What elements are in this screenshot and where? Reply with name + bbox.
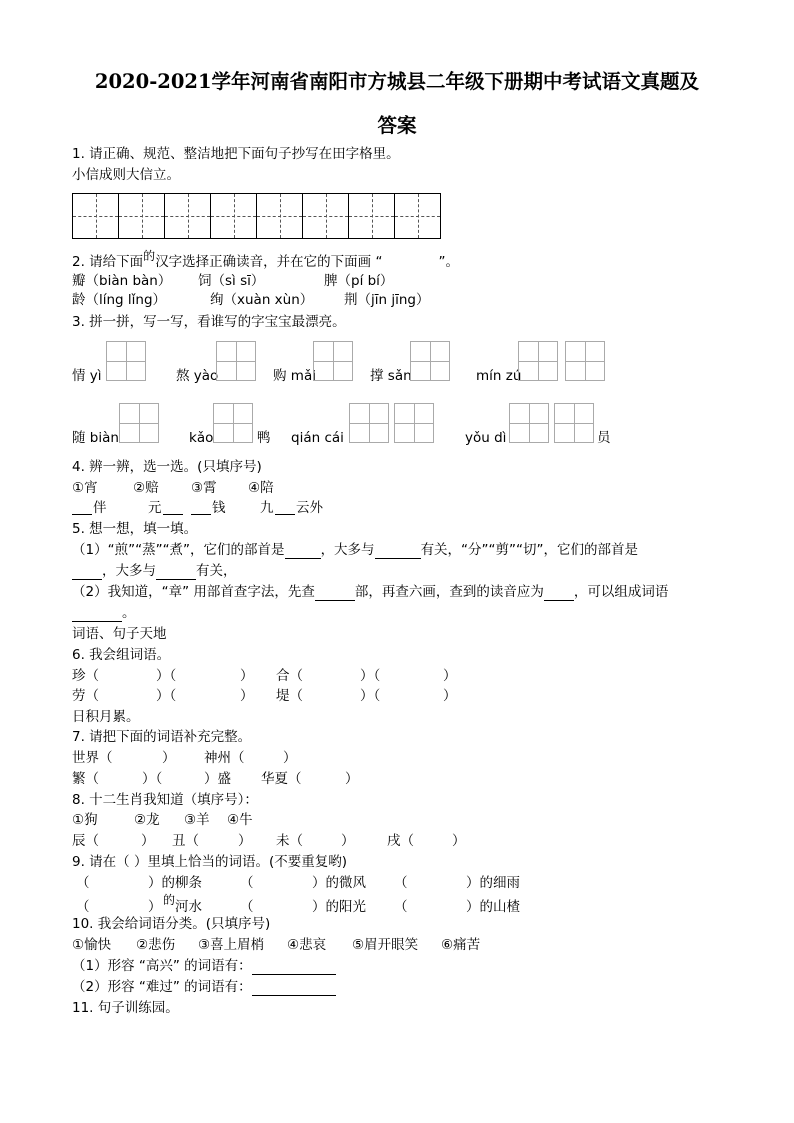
word-group: ） (240, 688, 254, 704)
word-group: ）（ (360, 688, 381, 704)
question-1-prompt: 1. 请正确、规范、整洁地把下面句子抄写在田字格里。 (72, 146, 400, 162)
word-group: 劳（ (72, 688, 99, 704)
q5-text: （1）“煎”“蒸”“煮”，它们的部首是 (72, 542, 285, 558)
section-heading: 日积月累。 (72, 709, 140, 725)
tianzige-cell[interactable] (394, 193, 441, 239)
question-2-prompt (72, 249, 459, 270)
option: ③霄 (191, 480, 217, 496)
pinyin-prompt: 撑 sǎn (370, 368, 412, 384)
idiom-fill: 世界（ (72, 750, 113, 766)
tianzige-grid[interactable] (72, 193, 440, 239)
q10-text: （2）形容 “难过” 的词语有： (72, 979, 252, 995)
pinyin-choice[interactable]: 荆（jīn jīng） (344, 292, 430, 308)
idiom-fill: ）盛 (204, 771, 231, 787)
pinyin-choice[interactable]: 脾（pí bí） (324, 273, 394, 289)
idiom-fill: ） (283, 750, 297, 766)
pinyin-prompt: mín zú (476, 368, 522, 384)
phrase-fill: （ (240, 899, 254, 915)
zodiac-fill: ） (341, 833, 355, 849)
phrase-fill: ）的微风 (312, 875, 366, 891)
word-group: ）（ (156, 688, 177, 704)
option: ⑤眉开眼笑 (352, 937, 419, 953)
idiom-fill: ） (162, 750, 176, 766)
option: ②赔 (133, 480, 159, 496)
question-3-prompt: 3. 拼一拼，写一写，看谁写的字宝宝最漂亮。 (72, 314, 346, 330)
q5-text: ，大多与 (102, 563, 156, 579)
zodiac-fill: ） (141, 833, 155, 849)
writing-box[interactable] (313, 341, 353, 381)
option: ①宵 (72, 480, 98, 496)
writing-box[interactable] (518, 341, 558, 381)
word-group: ）（ (360, 668, 381, 684)
q5-text: 部，再查六画，查到的读音应为 (354, 584, 544, 600)
blank-word: 伴 (93, 500, 107, 516)
tianzige-cell[interactable] (72, 193, 119, 239)
pinyin-prompt-suffix: 员 (597, 430, 611, 446)
tianzige-cell[interactable] (302, 193, 349, 239)
word-group: 合（ (276, 668, 303, 684)
phrase-fill: （ (394, 875, 408, 891)
zodiac-fill: ） (452, 833, 466, 849)
q5-text: ，大多与 (320, 542, 375, 558)
pinyin-prompt: 情 yì (72, 368, 102, 384)
section-heading: 词语、句子天地 (72, 626, 167, 642)
question-4-prompt: 4. 辨一辨，选一选。(只填序号) (72, 459, 262, 475)
question-5-part-1 (72, 544, 638, 559)
writing-box[interactable] (554, 403, 594, 443)
answer-blank[interactable] (72, 565, 102, 580)
tianzige-cell[interactable] (210, 193, 257, 239)
option: ④陪 (248, 480, 274, 496)
question-5-part-1-cont (72, 565, 237, 580)
phrase-fill: （ (394, 899, 408, 915)
answer-blank[interactable] (315, 586, 355, 601)
page-title: 2020-2021学年河南省南阳市方城县二年级下册期中考试语文真题及 (94, 70, 700, 93)
question-6-prompt: 6. 我会组词语。 (72, 647, 171, 663)
writing-box[interactable] (216, 341, 256, 381)
answer-blank[interactable] (163, 514, 183, 515)
tianzige-cell[interactable] (348, 193, 395, 239)
writing-box[interactable] (106, 341, 146, 381)
blank-word: 云外 (296, 500, 323, 516)
writing-box[interactable] (349, 403, 389, 443)
word-group: 堤（ (276, 688, 303, 704)
phrase-fill: （ (240, 875, 254, 891)
phrase-fill: ）的山楂 (466, 899, 520, 915)
idiom-fill: ）（ (142, 771, 163, 787)
tianzige-cell[interactable] (164, 193, 211, 239)
superscript-de: 的 (163, 893, 176, 907)
tianzige-cell[interactable] (118, 193, 165, 239)
word-group: ）（ (156, 668, 177, 684)
blank-word: 九 (260, 500, 274, 516)
q5-text: 。 (122, 605, 136, 621)
pinyin-prompt: 熬 yào (176, 368, 219, 384)
answer-blank[interactable] (156, 565, 196, 580)
question-7-prompt: 7. 请把下面的词语补充完整。 (72, 729, 252, 745)
tianzige-cell[interactable] (256, 193, 303, 239)
question-10-prompt: 10. 我会给词语分类。(只填序号) (72, 916, 271, 932)
phrase-fill: （ (76, 899, 90, 915)
phrase-fill: ）的阳光 (312, 899, 366, 915)
blank-word: 元 (148, 500, 162, 516)
pinyin-choice[interactable]: 绚（xuàn xùn） (210, 292, 314, 308)
zodiac-fill: 戌（ (387, 833, 414, 849)
zodiac-fill: 丑（ (172, 833, 199, 849)
question-5-prompt: 5. 想一想，填一填。 (72, 521, 198, 537)
idiom-fill: 神州（ (204, 750, 245, 766)
answer-blank[interactable] (252, 960, 336, 975)
pinyin-choice[interactable]: 饲（sì sī） (198, 273, 265, 289)
pinyin-prompt: 随 biàn (72, 430, 119, 446)
writing-box[interactable] (410, 341, 450, 381)
option: ①愉快 (72, 937, 112, 953)
writing-box[interactable] (213, 403, 253, 443)
option: ③喜上眉梢 (198, 937, 265, 953)
answer-blank[interactable] (72, 514, 92, 515)
option: ⑥痛苦 (441, 937, 481, 953)
option: ④悲哀 (287, 937, 327, 953)
blank-word: 钱 (212, 500, 226, 516)
pinyin-choice[interactable]: 龄（líng lǐng） (72, 292, 167, 308)
question-5-part-2 (72, 586, 668, 601)
page-title-continued: 答案 (377, 114, 417, 137)
word-group: ） (240, 668, 254, 684)
option: ④牛 (227, 812, 253, 828)
question-2-text-c: ”。 (438, 254, 459, 270)
pinyin-prompt: kǎo (189, 430, 214, 446)
idiom-fill: 繁（ (72, 771, 99, 787)
word-group: ） (443, 688, 457, 704)
zodiac-fill: 辰（ (72, 833, 99, 849)
option: ②悲伤 (136, 937, 176, 953)
phrase-fill: ） (148, 899, 162, 915)
option: ②龙 (134, 812, 160, 828)
q5-text: 有关， (196, 563, 237, 579)
pinyin-choice[interactable]: 瓣（biàn bàn） (72, 273, 172, 289)
answer-blank[interactable] (285, 544, 321, 559)
question-10-part-2 (72, 981, 336, 996)
phrase-fill: 河水 (175, 899, 202, 915)
idiom-fill: ） (345, 771, 359, 787)
pinyin-prompt: qián cái (291, 430, 344, 446)
pinyin-prompt-suffix: 鸭 (257, 430, 271, 446)
q10-text: （1）形容 “高兴” 的词语有： (72, 958, 252, 974)
answer-blank[interactable] (252, 981, 336, 996)
q5-text: （2）我知道，“章” 用部首查字法，先查 (72, 584, 315, 600)
writing-box[interactable] (509, 403, 549, 443)
answer-blank[interactable] (544, 586, 574, 601)
question-11-prompt: 11. 句子训练园。 (72, 1000, 179, 1016)
q5-text: 有关，“分”“剪”“切”，它们的部首是 (420, 542, 639, 558)
pinyin-prompt: 购 mǎi (273, 368, 316, 384)
pinyin-prompt: yǒu dì (465, 430, 507, 446)
phrase-fill: ）的柳条 (148, 875, 202, 891)
question-2-text-a: 2. 请给下面 (72, 254, 144, 270)
question-2-superscript-de: 的 (143, 249, 156, 263)
answer-blank[interactable] (191, 514, 211, 515)
writing-box[interactable] (394, 403, 434, 443)
writing-box[interactable] (565, 341, 605, 381)
question-10-part-1 (72, 960, 336, 975)
question-8-prompt: 8. 十二生肖我知道（填序号）： (72, 792, 258, 808)
word-group: 珍（ (72, 668, 99, 684)
word-group: ） (443, 668, 457, 684)
zodiac-fill: ） (238, 833, 252, 849)
answer-blank[interactable] (275, 514, 295, 515)
question-2-text-b: 汉字选择正确读音，并在它的下面画 “ (155, 254, 383, 270)
answer-blank[interactable] (72, 607, 122, 622)
phrase-fill: ）的细雨 (466, 875, 520, 891)
answer-blank[interactable] (375, 544, 421, 559)
question-9-prompt: 9. 请在（ ）里填上恰当的词语。(不要重复哟) (72, 854, 347, 870)
zodiac-fill: 未（ (276, 833, 303, 849)
q5-text: ，可以组成词语 (573, 584, 669, 600)
question-5-part-2-cont (72, 607, 136, 622)
option: ③羊 (184, 812, 210, 828)
option: ①狗 (72, 812, 98, 828)
question-1-sentence: 小信成则大信立。 (72, 167, 180, 183)
phrase-fill: （ (76, 875, 90, 891)
idiom-fill: 华夏（ (261, 771, 302, 787)
writing-box[interactable] (119, 403, 159, 443)
